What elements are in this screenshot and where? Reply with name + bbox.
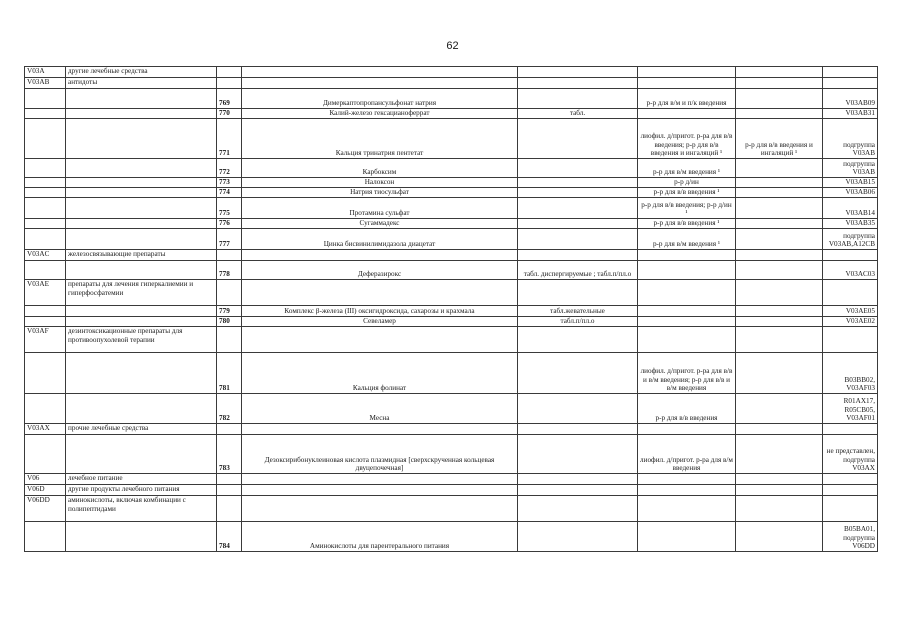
table-row: [25, 188, 878, 198]
atc-code-cell: [25, 159, 66, 178]
atc-code-cell: V06DD: [25, 496, 66, 522]
category-name-cell: [66, 219, 217, 229]
dosage-form-cell: [518, 250, 638, 261]
drug-name-cell: Кальция тринатрия пентетат: [242, 119, 518, 159]
category-name-cell: [66, 353, 217, 394]
alternate-route-cell: [736, 435, 823, 474]
item-number-cell: [217, 78, 242, 89]
administration-route-cell: лиофил. д/пригот. р-ра для в/м введения: [638, 435, 736, 474]
drug-name-cell: Налоксон: [242, 178, 518, 188]
drug-name-cell: Севеламер: [242, 317, 518, 327]
category-name-cell: аминокислоты, включая комбинации с полипептидами: [66, 496, 217, 522]
atc-code-cell: V03AF: [25, 327, 66, 353]
administration-route-cell: [638, 280, 736, 306]
administration-route-cell: [638, 78, 736, 89]
administration-route-cell: р-р для в/м введения ¹: [638, 159, 736, 178]
alternate-route-cell: [736, 188, 823, 198]
atc-code-cell: [25, 522, 66, 552]
table-row: [25, 496, 878, 522]
alternate-route-cell: [736, 424, 823, 435]
dosage-form-cell: [518, 394, 638, 424]
drug-name-cell: [242, 474, 518, 485]
dosage-form-cell: [518, 485, 638, 496]
drug-name-cell: Аминокислоты для парентерального питания: [242, 522, 518, 552]
category-name-cell: другие лечебные средства: [66, 67, 217, 78]
atc-reference-cell: [823, 424, 878, 435]
dosage-form-cell: [518, 159, 638, 178]
drug-name-cell: [242, 280, 518, 306]
drug-name-cell: Дезоксирибонуклеиновая кислота плазмидная [сверхскрученная кольцевая двуцепочечная]: [242, 435, 518, 474]
category-name-cell: [66, 394, 217, 424]
atc-code-cell: [25, 198, 66, 219]
atc-reference-cell: подгруппа V03AB: [823, 119, 878, 159]
dosage-form-cell: табл.п/пл.о: [518, 317, 638, 327]
item-number-cell: 779: [217, 306, 242, 317]
drug-table: [24, 66, 878, 552]
item-number-cell: 781: [217, 353, 242, 394]
dosage-form-cell: [518, 474, 638, 485]
administration-route-cell: р-р для в/в введения: [638, 394, 736, 424]
atc-reference-cell: V03AB06: [823, 188, 878, 198]
atc-code-cell: [25, 89, 66, 109]
table-row: [25, 250, 878, 261]
atc-reference-cell: подгруппа V03AB: [823, 159, 878, 178]
drug-name-cell: Протамина сульфат: [242, 198, 518, 219]
drug-name-cell: Цинка бисвинилимидазола диацетат: [242, 229, 518, 250]
atc-code-cell: [25, 229, 66, 250]
table-row: [25, 198, 878, 219]
item-number-cell: [217, 485, 242, 496]
category-name-cell: [66, 89, 217, 109]
dosage-form-cell: табл.жевательные: [518, 306, 638, 317]
administration-route-cell: [638, 327, 736, 353]
atc-code-cell: [25, 435, 66, 474]
atc-code-cell: [25, 219, 66, 229]
dosage-form-cell: [518, 327, 638, 353]
item-number-cell: 780: [217, 317, 242, 327]
item-number-cell: 769: [217, 89, 242, 109]
category-name-cell: дезинтоксикационные препараты для противоопухолевой терапии: [66, 327, 217, 353]
category-name-cell: другие продукты лечебного питания: [66, 485, 217, 496]
dosage-form-cell: табл. диспергируемые ; табл.п/пл.о: [518, 261, 638, 280]
administration-route-cell: [638, 496, 736, 522]
atc-code-cell: V06D: [25, 485, 66, 496]
dosage-form-cell: [518, 89, 638, 109]
administration-route-cell: р-р для в/м и п/к введения: [638, 89, 736, 109]
table-row: [25, 474, 878, 485]
drug-name-cell: [242, 485, 518, 496]
administration-route-cell: [638, 485, 736, 496]
item-number-cell: [217, 496, 242, 522]
category-name-cell: [66, 435, 217, 474]
atc-reference-cell: [823, 280, 878, 306]
dosage-form-cell: [518, 280, 638, 306]
alternate-route-cell: [736, 159, 823, 178]
administration-route-cell: [638, 522, 736, 552]
atc-reference-cell: V03AE05: [823, 306, 878, 317]
drug-name-cell: Деферазирокс: [242, 261, 518, 280]
category-name-cell: прочие лечебные средства: [66, 424, 217, 435]
drug-name-cell: Карбоксим: [242, 159, 518, 178]
item-number-cell: 783: [217, 435, 242, 474]
alternate-route-cell: [736, 394, 823, 424]
category-name-cell: [66, 109, 217, 119]
atc-reference-cell: V03AB14: [823, 198, 878, 219]
item-number-cell: 771: [217, 119, 242, 159]
table-row: [25, 178, 878, 188]
item-number-cell: [217, 327, 242, 353]
atc-code-cell: [25, 188, 66, 198]
category-name-cell: [66, 261, 217, 280]
atc-reference-cell: R01AX17, R05CB05, V03AF01: [823, 394, 878, 424]
table-row: [25, 229, 878, 250]
alternate-route-cell: [736, 178, 823, 188]
dosage-form-cell: [518, 435, 638, 474]
atc-reference-cell: B05BA01, подгруппа V06DD: [823, 522, 878, 552]
alternate-route-cell: [736, 353, 823, 394]
item-number-cell: [217, 250, 242, 261]
atc-reference-cell: B03BB02, V03AF03: [823, 353, 878, 394]
table-row: [25, 219, 878, 229]
table-row: [25, 353, 878, 394]
alternate-route-cell: [736, 317, 823, 327]
item-number-cell: 778: [217, 261, 242, 280]
dosage-form-cell: [518, 78, 638, 89]
alternate-route-cell: [736, 67, 823, 78]
dosage-form-cell: [518, 522, 638, 552]
item-number-cell: [217, 280, 242, 306]
atc-reference-cell: [823, 67, 878, 78]
alternate-route-cell: [736, 485, 823, 496]
administration-route-cell: лиофил. д/пригот. р-ра для в/в и в/м введения; р-р для в/в и в/м введения: [638, 353, 736, 394]
drug-name-cell: Кальция фолинат: [242, 353, 518, 394]
atc-code-cell: [25, 119, 66, 159]
administration-route-cell: [638, 261, 736, 280]
atc-code-cell: V03A: [25, 67, 66, 78]
item-number-cell: 770: [217, 109, 242, 119]
table-row: [25, 424, 878, 435]
table-row: [25, 435, 878, 474]
dosage-form-cell: [518, 67, 638, 78]
item-number-cell: 772: [217, 159, 242, 178]
alternate-route-cell: [736, 109, 823, 119]
atc-code-cell: [25, 178, 66, 188]
dosage-form-cell: [518, 119, 638, 159]
table-row: [25, 89, 878, 109]
atc-reference-cell: [823, 78, 878, 89]
atc-reference-cell: [823, 327, 878, 353]
administration-route-cell: р-р для в/в введения ¹: [638, 188, 736, 198]
atc-reference-cell: [823, 496, 878, 522]
category-name-cell: [66, 522, 217, 552]
drug-name-cell: Натрия тиосульфат: [242, 188, 518, 198]
drug-name-cell: Комплекс β-железа (III) оксигидроксида, сахарозы и крахмала: [242, 306, 518, 317]
administration-route-cell: [638, 474, 736, 485]
item-number-cell: 777: [217, 229, 242, 250]
drug-name-cell: [242, 496, 518, 522]
atc-reference-cell: V03AB35: [823, 219, 878, 229]
atc-code-cell: [25, 394, 66, 424]
administration-route-cell: [638, 67, 736, 78]
alternate-route-cell: [736, 280, 823, 306]
category-name-cell: антидоты: [66, 78, 217, 89]
drug-name-cell: [242, 67, 518, 78]
atc-code-cell: [25, 306, 66, 317]
item-number-cell: [217, 424, 242, 435]
dosage-form-cell: [518, 424, 638, 435]
atc-reference-cell: V03AE02: [823, 317, 878, 327]
table-row: [25, 78, 878, 89]
table-row: [25, 159, 878, 178]
administration-route-cell: р-р для в/м введения ¹: [638, 229, 736, 250]
category-name-cell: [66, 188, 217, 198]
dosage-form-cell: [518, 229, 638, 250]
table-row: [25, 119, 878, 159]
dosage-form-cell: [518, 188, 638, 198]
atc-code-cell: V03AE: [25, 280, 66, 306]
category-name-cell: [66, 159, 217, 178]
atc-reference-cell: V03AC03: [823, 261, 878, 280]
atc-code-cell: [25, 109, 66, 119]
atc-reference-cell: подгруппа V03AB,A12CB: [823, 229, 878, 250]
administration-route-cell: [638, 250, 736, 261]
atc-code-cell: [25, 261, 66, 280]
alternate-route-cell: [736, 327, 823, 353]
table-row: [25, 327, 878, 353]
dosage-form-cell: [518, 198, 638, 219]
category-name-cell: [66, 178, 217, 188]
atc-reference-cell: V03AB09: [823, 89, 878, 109]
administration-route-cell: [638, 109, 736, 119]
alternate-route-cell: [736, 250, 823, 261]
drug-name-cell: Сугаммадекс: [242, 219, 518, 229]
dosage-form-cell: [518, 353, 638, 394]
atc-code-cell: V03AB: [25, 78, 66, 89]
page-number: 62: [446, 40, 459, 52]
administration-route-cell: р-р для в/в введения; р-р д/ин ¹: [638, 198, 736, 219]
alternate-route-cell: [736, 89, 823, 109]
dosage-form-cell: [518, 178, 638, 188]
category-name-cell: [66, 198, 217, 219]
item-number-cell: 784: [217, 522, 242, 552]
dosage-form-cell: табл.: [518, 109, 638, 119]
item-number-cell: 775: [217, 198, 242, 219]
administration-route-cell: р-р для в/в введения ¹: [638, 219, 736, 229]
dosage-form-cell: [518, 219, 638, 229]
administration-route-cell: [638, 306, 736, 317]
atc-reference-cell: [823, 485, 878, 496]
category-name-cell: [66, 317, 217, 327]
category-name-cell: [66, 229, 217, 250]
alternate-route-cell: [736, 522, 823, 552]
drug-name-cell: Месна: [242, 394, 518, 424]
atc-code-cell: V03AX: [25, 424, 66, 435]
category-name-cell: [66, 306, 217, 317]
alternate-route-cell: [736, 78, 823, 89]
alternate-route-cell: [736, 306, 823, 317]
table-row: [25, 394, 878, 424]
atc-reference-cell: [823, 474, 878, 485]
administration-route-cell: [638, 317, 736, 327]
table-row: [25, 317, 878, 327]
alternate-route-cell: [736, 496, 823, 522]
dosage-form-cell: [518, 496, 638, 522]
administration-route-cell: р-р д/ин: [638, 178, 736, 188]
alternate-route-cell: [736, 198, 823, 219]
alternate-route-cell: [736, 474, 823, 485]
category-name-cell: препараты для лечения гиперкалиемии и гиперфосфатемии: [66, 280, 217, 306]
item-number-cell: 773: [217, 178, 242, 188]
category-name-cell: железосвязывающие препараты: [66, 250, 217, 261]
table-row: [25, 261, 878, 280]
item-number-cell: 774: [217, 188, 242, 198]
alternate-route-cell: [736, 219, 823, 229]
item-number-cell: [217, 67, 242, 78]
drug-name-cell: [242, 327, 518, 353]
administration-route-cell: лиофил. д/пригот. р-ра для в/в введения; р-р для в/в введения и ингаляций ¹: [638, 119, 736, 159]
atc-code-cell: [25, 317, 66, 327]
atc-code-cell: [25, 353, 66, 394]
item-number-cell: [217, 474, 242, 485]
atc-reference-cell: не представлен, подгруппа V03AX: [823, 435, 878, 474]
table-row: [25, 522, 878, 552]
drug-name-cell: [242, 250, 518, 261]
table-row: [25, 67, 878, 78]
category-name-cell: лечебное питание: [66, 474, 217, 485]
category-name-cell: [66, 119, 217, 159]
drug-name-cell: Калий-железо гексацианоферрат: [242, 109, 518, 119]
table-row: [25, 306, 878, 317]
atc-code-cell: V03AC: [25, 250, 66, 261]
item-number-cell: 782: [217, 394, 242, 424]
alternate-route-cell: р-р для в/в введения и ингаляций ¹: [736, 119, 823, 159]
table-row: [25, 280, 878, 306]
alternate-route-cell: [736, 229, 823, 250]
item-number-cell: 776: [217, 219, 242, 229]
atc-reference-cell: V03AB15: [823, 178, 878, 188]
drug-name-cell: Димеркаптопропансульфонат натрия: [242, 89, 518, 109]
table-row: [25, 485, 878, 496]
administration-route-cell: [638, 424, 736, 435]
table-row: [25, 109, 878, 119]
drug-name-cell: [242, 78, 518, 89]
atc-reference-cell: V03AB31: [823, 109, 878, 119]
alternate-route-cell: [736, 261, 823, 280]
atc-reference-cell: [823, 250, 878, 261]
atc-code-cell: V06: [25, 474, 66, 485]
drug-name-cell: [242, 424, 518, 435]
